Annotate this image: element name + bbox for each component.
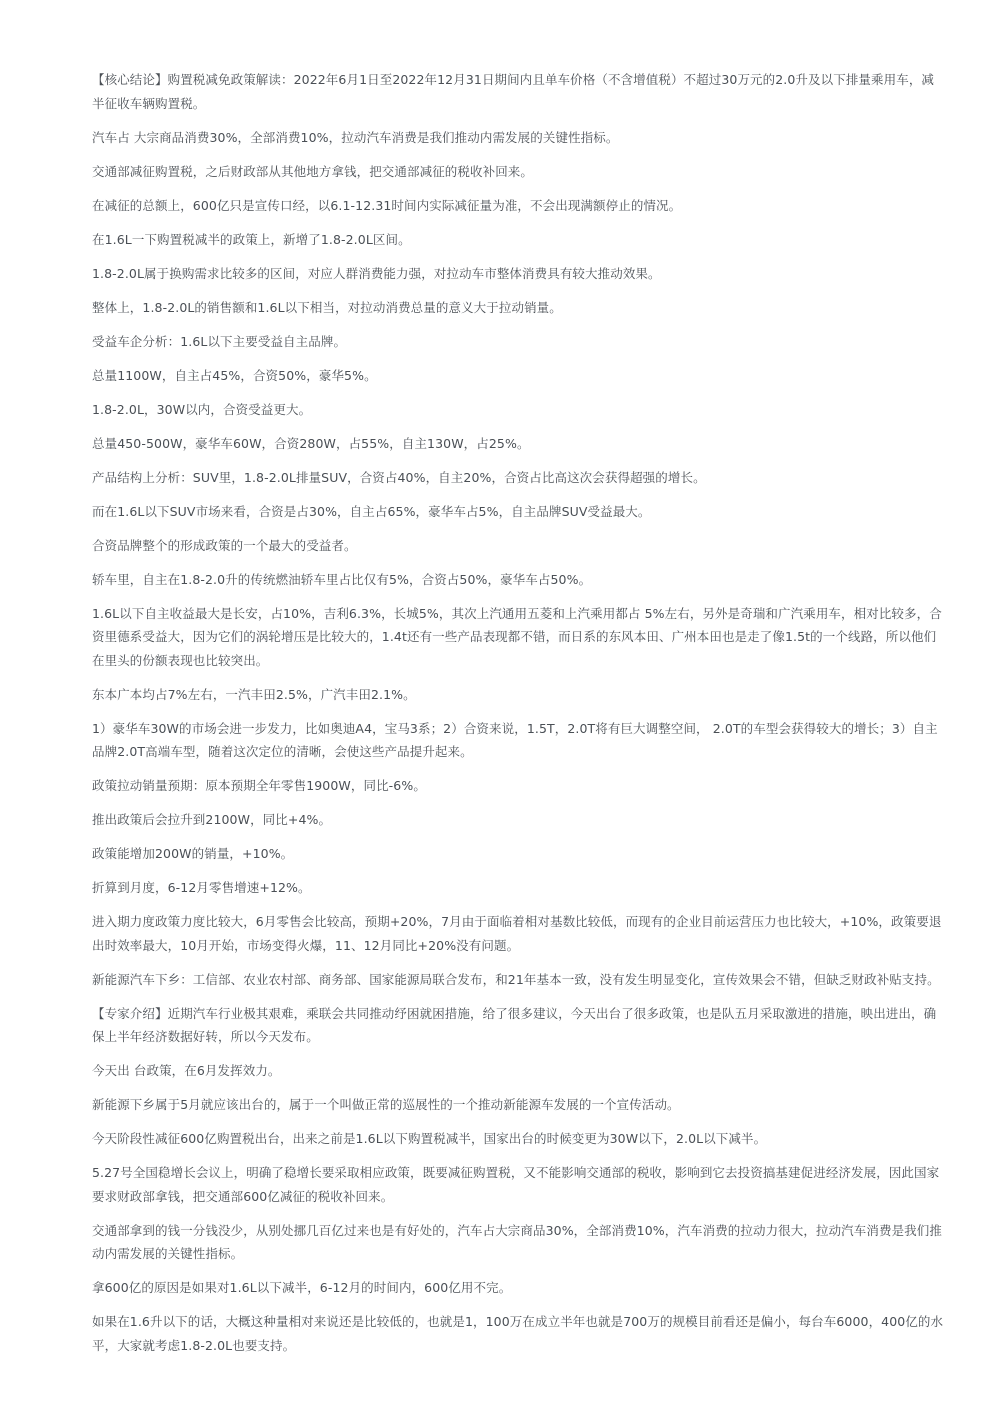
paragraph-core-conclusion: 【核心结论】购置税减免政策解读：2022年6月1日至2022年12月31日期间内且单车价格（不含增值税）不超过30万元的2.0升及以下排量乘用车，减半征收车辆购置税。: [92, 72, 935, 111]
paragraph-expert-intro: 【专家介绍】近期汽车行业极其艰难，乘联会共同推动纾困就困措施，给了很多建议，今天出台了很多政策，也是队五月采取激进的措施，映出进出，确保上半年经济数据好转，所以今天发布。: [92, 1005, 937, 1044]
paragraph: 1.6L以下自主收益最大是长安，占10%，吉利6.3%，长城5%，其次上汽通用五菱和上汽乘用都占 5%左右，另外是奇瑞和广汽乘用车，相对比较多，合资里德系受益大，因为它们的涡轮增压是比较大的，1.4t还有一些产品表现都不错，而日系的东风本田、广州本田也是走了像1.5t的一个线路，所以他们在里头的份额表现也比较突出。: [92, 605, 942, 668]
paragraph: 整体上，1.8-2.0L的销售额和1.6L以下相当，对拉动消费总量的意义大于拉动销量。: [92, 299, 562, 315]
paragraph: 1）豪华车30W的市场会进一步发力，比如奥迪A4，宝马3系；2）合资来说，1.5T，2.0T将有巨大调整空间， 2.0T的车型会获得较大的增长；3）自主品牌2.0T高端车型，随着这次定位的清晰，会使这些产品提升起来。: [92, 720, 938, 759]
paragraph: 而在1.6L以下SUV市场来看，合资是占30%，自主占65%，豪华车占5%，自主品牌SUV受益最大。: [92, 503, 651, 519]
paragraph: 交通部减征购置税，之后财政部从其他地方拿钱，把交通部减征的税收补回来。: [92, 163, 534, 179]
paragraph: 1.8-2.0L，30W以内，合资受益更大。: [92, 401, 312, 417]
paragraph: 东本广本均占7%左右，一汽丰田2.5%，广汽丰田2.1%。: [92, 686, 416, 702]
paragraph: 进入期力度政策力度比较大，6月零售会比较高，预期+20%，7月由于面临着相对基数比较低，而现有的企业目前运营压力也比较大，+10%，政策要退出时效率最大，10月开始，市场变得火爆，11、12月同比+20%没有问题。: [92, 914, 942, 953]
paragraph: 政策拉动销量预期：原本预期全年零售1900W，同比-6%。: [92, 778, 426, 793]
paragraph: 5.27号全国稳增长会议上，明确了稳增长要采取相应政策，既要减征购置税，又不能影响交通部的税收，影响到它去投资搞基建促进经济发展，因此国家要求财政部拿钱，把交通部600亿减征的税收补回来。: [92, 1165, 940, 1204]
paragraph: 轿车里，自主在1.8-2.0升的传统燃油轿车里占比仅有5%，合资占50%，豪华车占50%。: [92, 571, 592, 587]
paragraph: 政策能增加200W的销量，+10%。: [92, 846, 294, 861]
paragraph: 在1.6L一下购置税减半的政策上，新增了1.8-2.0L区间。: [92, 231, 411, 247]
paragraph: 今天阶段性减征600亿购置税出台，出来之前是1.6L以下购置税减半，国家出台的时候变更为30W以下，2.0L以下减半。: [92, 1131, 767, 1146]
paragraph: 新能源汽车下乡：工信部、农业农村部、商务部、国家能源局联合发布，和21年基本一致，没有发生明显变化，宣传效果会不错，但缺乏财政补贴支持。: [92, 971, 940, 987]
paragraph: 合资品牌整个的形成政策的一个最大的受益者。: [92, 537, 357, 553]
paragraph: 在减征的总额上，600亿只是宣传口经，以6.1-12.31时间内实际减征量为准，不会出现满额停止的情况。: [92, 197, 682, 213]
paragraph: 汽车占 大宗商品消费30%，全部消费10%，拉动汽车消费是我们推动内需发展的关键性指标。: [92, 129, 619, 145]
document-body: [92, 68, 944, 1368]
paragraph: 今天出 台政策，在6月发挥效力。: [92, 1063, 281, 1078]
paragraph: 新能源下乡属于5月就应该出台的，属于一个叫做正常的巡展性的一个推动新能源车发展的一个宣传活动。: [92, 1097, 680, 1112]
paragraph: 总量1100W，自主占45%，合资50%，豪华5%。: [92, 367, 377, 383]
paragraph: 折算到月度，6-12月零售增速+12%。: [92, 880, 311, 895]
paragraph: 受益车企分析：1.6L以下主要受益自主品牌。: [92, 333, 347, 349]
paragraph: 交通部拿到的钱一分钱没少，从别处挪几百亿过来也是有好处的，汽车占大宗商品30%，全部消费10%，汽车消费的拉动力很大，拉动汽车消费是我们推动内需发展的关键性指标。: [92, 1222, 942, 1261]
paragraph: 推出政策后会拉升到2100W，同比+4%。: [92, 812, 332, 827]
paragraph: 总量450-500W，豪华车60W，合资280W，占55%，自主130W，占25%。: [92, 435, 530, 451]
paragraph: 如果在1.6升以下的话，大概这种量相对来说还是比较低的，也就是1，100万在成立半年也就是700万的规模目前看还是偏小，每台车6000，400亿的水平，大家就考虑1.8-2.0L也要支持。: [92, 1314, 944, 1353]
paragraph: 拿600亿的原因是如果对1.6L以下减半，6-12月的时间内，600亿用不完。: [92, 1280, 512, 1295]
paragraph: 产品结构上分析：SUV里，1.8-2.0L排量SUV，合资占40%，自主20%，合资占比高这次会获得超强的增长。: [92, 469, 706, 485]
paragraph: 1.8-2.0L属于换购需求比较多的区间，对应人群消费能力强，对拉动车市整体消费具有较大推动效果。: [92, 265, 661, 281]
